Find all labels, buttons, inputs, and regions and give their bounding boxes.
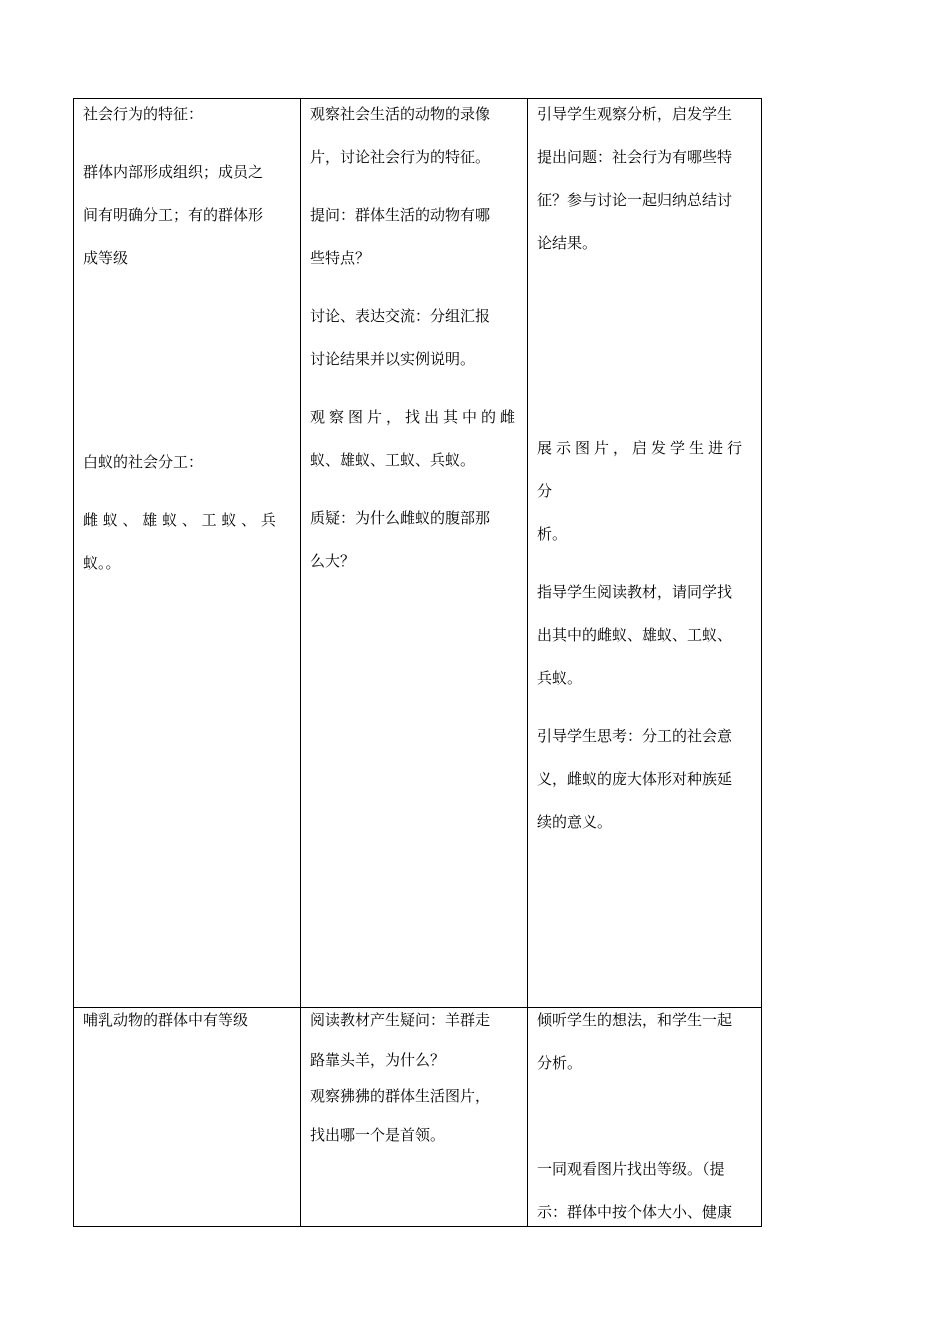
teacher-text-line: 倾听学生的想法，和学生一起 [537, 1011, 733, 1029]
activity-text-line: 些特点？ [310, 249, 371, 267]
activity-text-line: 质疑：为什么雌蚁的腹部那 [310, 509, 491, 527]
activity-text-line: 讨论、表达交流：分组汇报 [310, 307, 491, 325]
termite-division-text-line: 雌 蚁 、 雄 蚁 、 工 蚁 、 兵 [83, 511, 276, 529]
activity-text-line: 提问：群体生活的动物有哪 [310, 206, 491, 224]
row2-student-activity-cell [310, 999, 522, 1157]
teacher-text-line: 示：群体中按个体大小、健康 [537, 1203, 733, 1221]
features-heading: 社会行为的特征： [83, 105, 204, 123]
features-text-line: 群体内部形成组织；成员之 [83, 163, 264, 181]
activity-text-line: 路靠头羊，为什么？ [310, 1051, 446, 1069]
teacher-text-line: 一同观看图片找出等级。（提 [537, 1160, 725, 1178]
teacher-text-line: 兵蚁。 [537, 669, 583, 687]
activity-text-line: 观察狒狒的群体生活图片， [310, 1087, 491, 1105]
teacher-text-line: 引导学生思考：分工的社会意 [537, 727, 733, 745]
teacher-text-line: 分析。 [537, 1054, 583, 1072]
teacher-text-line: 续的意义。 [537, 813, 613, 831]
row1-content-cell [83, 93, 293, 585]
teacher-text-line: 展示图片，启发学生进行分 [537, 439, 747, 500]
teacher-text-line: 指导学生阅读教材，请同学找 [537, 583, 733, 601]
teacher-text-line: 析。 [537, 525, 568, 543]
features-text-line: 间有明确分工；有的群体形 [83, 206, 264, 224]
termite-division-text-line: 蚁。。 [83, 554, 121, 572]
teacher-text-line: 出其中的雌蚁、雄蚁、工蚁、 [537, 626, 733, 644]
activity-text-line: 蚁、雄蚁、工蚁、兵蚁。 [310, 451, 476, 469]
activity-text-line: 找出哪一个是首领。 [310, 1126, 446, 1144]
activity-text-line: 观察社会生活的动物的录像 [310, 105, 491, 123]
row1-teacher-activity-cell [537, 93, 755, 844]
row2-teacher-activity-cell [537, 999, 755, 1234]
activity-text-line: 讨论结果并以实例说明。 [310, 350, 476, 368]
features-text-line: 成等级 [83, 249, 129, 267]
lesson-plan-table [73, 98, 762, 1227]
activity-text-line: 么大？ [310, 552, 356, 570]
activity-text-line: 阅读教材产生疑问：羊群走 [310, 1011, 491, 1029]
column-divider-2 [527, 99, 528, 1226]
column-divider-1 [300, 99, 301, 1226]
teacher-text-line: 征？参与讨论一起归纳总结讨 [537, 191, 733, 209]
activity-text-line: 片，讨论社会行为的特征。 [310, 148, 491, 166]
row2-content-cell [83, 999, 293, 1042]
teacher-text-line: 提出问题：社会行为有哪些特 [537, 148, 733, 166]
mammal-hierarchy-text: 哺乳动物的群体中有等级 [83, 1011, 249, 1029]
teacher-text-line: 论结果。 [537, 234, 598, 252]
teacher-text-line: 义，雌蚁的庞大体形对种族延 [537, 770, 733, 788]
row1-student-activity-cell [310, 93, 522, 583]
activity-text-line: 观察图片，找出其中的雌 [310, 408, 520, 426]
termite-division-heading: 白蚁的社会分工： [83, 453, 204, 471]
teacher-text-line: 引导学生观察分析，启发学生 [537, 105, 733, 123]
